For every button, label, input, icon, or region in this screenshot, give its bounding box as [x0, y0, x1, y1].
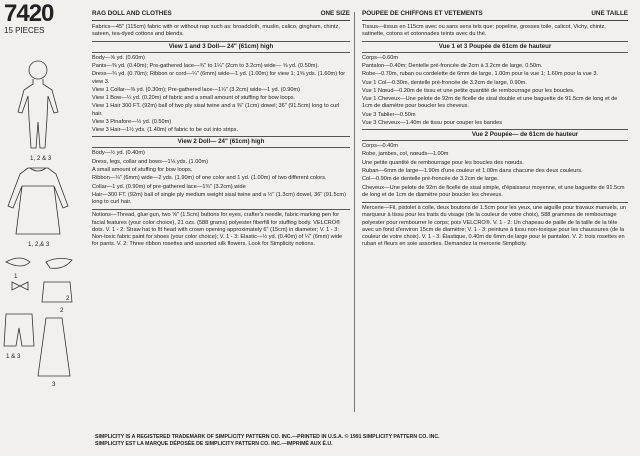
sketch-label: 3 [52, 381, 56, 388]
mercerie-text: Mercerie—Fil, pistolet à colle, deux boutons de 1.5cm pour les yeux, une aiguille pour travaux manuels, un marqueur à tissu pour les traits du visage (de la couleur de votre choix), 588 grammes de rembourrage polyester pour rembourrer le corps; pois VELCRO®. V. 1 - 2: Un chapeau de paille de la taille de la tête avec un fond d'environ 15cm de diamètre; V. 1 - 3: peinture à tissu non-toxique pour les chaussures (de la couleur de votre choix). V. 1 - 3: Élastique, 0.40m de 6mm de large pour le pantalon. V. 2: trois rosettes en ruban et fleurs en soie assorties. Demandez la mercerie Simplicity. [362, 205, 626, 248]
list-item: Ruban—6mm de large—1.90m d'une couleur et 1.00m dans chacune des deux couleurs. [362, 168, 583, 175]
list-item: Hair—300 FT. (92m) ball of single ply medium weight sisal twine and a ½" (1.3cm) dowel, 36" (91.5cm) long to curl hair. [92, 191, 346, 206]
list-item: Robe, jambes, col, nœuds—1.00m [362, 151, 449, 158]
list-item: Pantalon—0.40m; Dentelle pré-froncée de 2cm à 3.2cm de large, 0.50m. [362, 63, 543, 70]
list-item: Dress, legs, collar and bows—1⅛ yds. (1.00m) [92, 158, 208, 165]
list-item: Ribbon—¼" (6mm) wide—2 yds. (1.90m) of one color and 1 yd. (1.00m) of two different colors. [92, 175, 327, 182]
pieces-count: 15 PIECES [4, 26, 45, 35]
list-item: Dress—¾ yd. (0.70m); Ribbon or cord—¼" (6mm) wide—1 yd. (1.00m) for view 1; 1⅝ yds. (1.60m) for view 3. [92, 71, 346, 85]
footer [95, 434, 440, 449]
doll-body-sketch [18, 61, 58, 148]
list-item: Vue 3 Tablier—0.50m [362, 111, 416, 118]
list-item: Body—½ yd. (0.40m) [92, 150, 145, 157]
french-size: UNE TAILLE [591, 10, 628, 17]
collar-sketch [6, 258, 72, 268]
list-item: View 1 Hair 300 FT. (92m) ball of two ply sisal twine and a ⅜" (1cm) dowel; 36" (91.5cm) long to curl hair. [92, 103, 340, 117]
french-header [362, 10, 628, 21]
list-item: Vue 3 Cheveux—1.40m de tissu pour couper les bandes [362, 119, 503, 126]
footer-trademark-en: SIMPLICITY IS A REGISTERED TRADEMARK OF SIMPLICITY PATTERN CO. INC.—PRINTED IN U.S.A. © 1991 SIMPLICITY PATTERN CO. INC. [95, 434, 440, 440]
list-item: Body—⅝ yd. (0.60m) [92, 54, 145, 61]
section-title: Vue 1 et 3 Poupée de 61cm de hauteur [362, 41, 628, 53]
english-header [92, 10, 350, 21]
list-item: Vue 1 Nœud—0.20m de tissu et une petite quantité de rembourrage pour les boucles. [362, 87, 575, 94]
fabrics-text: Fabrics—45" (115cm) fabric with or without nap such as: broadcloth, muslin, calico, gingham, chintz, sateen, tea-dyed cottons and blends. [92, 24, 340, 38]
list-item: Une petite quantité de rembourrage pour les boucles des nœuds. [362, 159, 524, 166]
column-divider [354, 12, 355, 412]
list-item: Corps—0.60m [362, 54, 399, 61]
section-title: View 1 and 3 Doll— 24" (61cm) high [92, 41, 350, 53]
list-item: Robe—0.70m, ruban ou cordelette de 6mm de large, 1.00m pour la vue 1; 1.60m pour la vue 3. [362, 71, 599, 78]
sketch-label: 1, 2 & 3 [30, 155, 52, 162]
list-item: Col—0.90m de dentelle pré-froncée de 3.2cm de large. [362, 176, 499, 183]
english-title: RAG DOLL AND CLOTHES [92, 10, 172, 17]
bow-sketch [12, 282, 28, 290]
divider [362, 202, 628, 203]
list-item: View 3 Pinafore—½ yd. (0.50m) [92, 118, 172, 125]
tissus-text: Tissus—tissus en 115cm avec ou sans sens tels que: popeline, grosses toile, calicot, Vichy, chintz, satinette, cotons et cotonnades teints avec du thé. [362, 24, 606, 38]
sketch-label: 1 & 3 [6, 353, 21, 360]
sketch-label: 2 [66, 295, 70, 302]
divider [92, 209, 350, 210]
list-item: A small amount of stuffing for bow loops. [92, 167, 193, 174]
french-column [362, 10, 628, 250]
english-column [92, 10, 350, 250]
section-title: View 2 Doll— 24" (61cm) high [92, 136, 350, 148]
list-item: Cheveux—Une pelote de 92m de ficelle de sisal simple, d'épaisseur moyenne, et une baguette de 91.5cm de long et de 1cm de diamètre pour boucler les cheveux. [362, 184, 625, 198]
list-item: Pants—⅜ yd. (0.40m); Pre-gathered lace—¾" to 1¼" (2cm to 3.2cm) wide— ⅝ yd. (0.50m). [92, 63, 319, 70]
garment-sketches [0, 56, 82, 396]
doll-dress-sketch [8, 168, 68, 234]
notions-text: Notions—Thread, glue gun, two ⅝" (1.5cm) buttons for eyes, crafter's needle, fabric marking pen for facial features (your color choice), 21 ozs. (588 grams) polyester fiberfill for stuffing body. VELCRO® dots. V. 1 - 2: Straw hat to fit head with crown opening approximately 6" (15cm) in diameter; V. 1 - 3: Non-toxic fabric paint for shoes (your color choice); V. 1 - 3: Elastic—½ yd. (0.40m) of ¼" (6mm) wide for pants. V. 2: Three ribbon rosettes and assorted silk flowers. Look for Simplicity notions. [92, 212, 343, 248]
list-item: View 3 Hair—1½ yds. (1.40m) of fabric to be cut into strips. [92, 127, 239, 134]
list-item: Corps—0.40m [362, 143, 399, 150]
section-title: Vue 2 Poupée— de 61cm de hauteur [362, 129, 628, 141]
list-item: Vue 1 Col—0.30m, dentelle pré-froncée de 3.2cm de large, 0.90m. [362, 79, 527, 86]
pinafore-sketch [38, 318, 70, 376]
sketch-label: 2 [60, 307, 64, 314]
french-title: POUPEE DE CHIFFONS ET VETEMENTS [362, 10, 483, 17]
pants-sketch [4, 314, 34, 346]
list-item: Vue 1 Cheveux—Une pelote de 92m de ficelle de sisal double et une baguette de 91.5cm de long et de 1cm de diamètre pour boucler les cheveux. [362, 96, 618, 110]
sketch-label: 1 [14, 273, 18, 280]
list-item: View 1 Bow—¼ yd. (0.20m) of fabric and a small amount of stuffing for bow loops. [92, 95, 296, 102]
pattern-number: 7420 [4, 0, 54, 27]
sketch-label: 1, 2,& 3 [28, 241, 50, 248]
list-item: Collar—1 yd. (0.90m) of pre-gathered lace—1¾" (3.2cm) wide [92, 183, 246, 190]
english-size: ONE SIZE [320, 10, 350, 17]
list-item: View 1 Collar—⅜ yd. (0.30m); Pre-gathered lace—1¼" (3.2cm) wide—1 yd. (0.90m) [92, 86, 301, 93]
footer-trademark-fr: SIMPLICITY EST LA MARQUE DÉPOSÉE DE SIMPLICITY PATTERN CO. INC.—IMPRIMÉ AUX É.U. [95, 441, 333, 448]
